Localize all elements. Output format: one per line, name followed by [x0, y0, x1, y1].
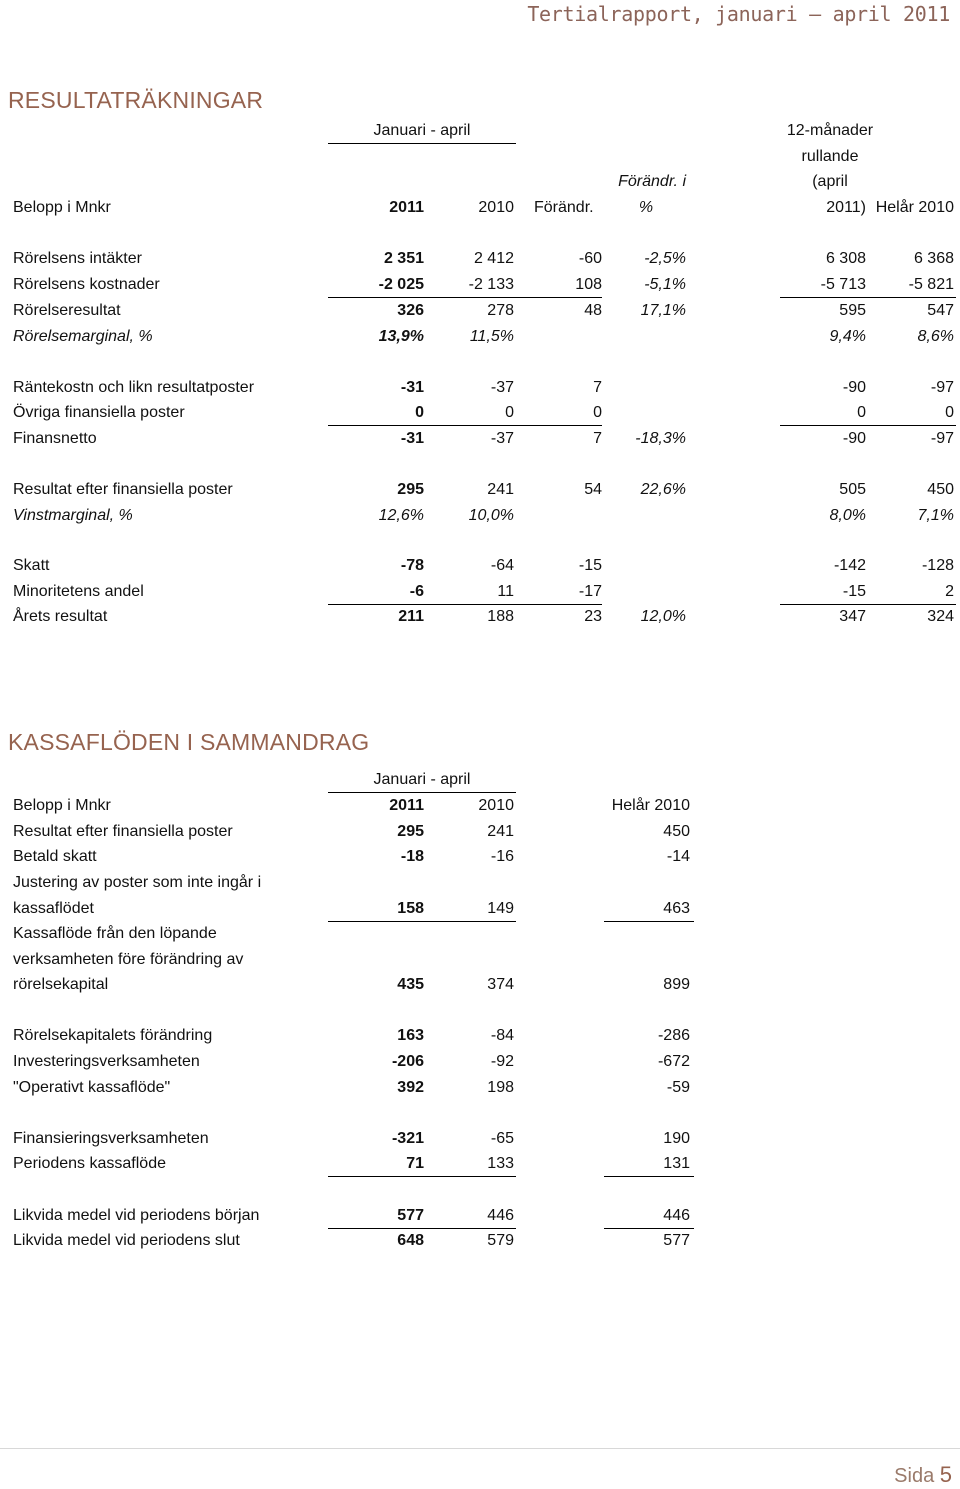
income-cell-change-pct: -5,1% [644, 276, 686, 293]
cash-cell-y2011: 158 [397, 899, 424, 917]
income-subtotal-rule [328, 425, 516, 426]
cash-row-label: Likvida medel vid periodens slut [13, 1232, 240, 1249]
income-cell-y2011: 2 351 [383, 250, 424, 267]
income-cell-change-pct: -2,5% [644, 250, 686, 267]
income-subtotal-rule [510, 297, 602, 298]
income-row-label: Resultat efter finansiella poster [13, 481, 233, 498]
income-cell-full-year: 0 [945, 404, 954, 421]
cash-row-label: kassaflödet [13, 899, 94, 917]
income-cell-change: -17 [578, 583, 602, 600]
income-header-2010: 2010 [478, 199, 514, 216]
income-row-label: Rörelsens kostnader [13, 276, 160, 293]
income-cell-y2010: -37 [490, 430, 514, 447]
cash-cell-y2011: 71 [406, 1155, 424, 1172]
cash-row-label: Likvida medel vid periodens början [13, 1207, 260, 1224]
cash-cell-full-year: 131 [663, 1155, 690, 1172]
col-12m-line-3: (april [812, 173, 848, 190]
cash-cell-y2010: 579 [487, 1232, 514, 1249]
income-subtotal-rule [510, 604, 602, 605]
income-cell-change-pct: 17,1% [640, 302, 686, 319]
income-cell-y2011: 0 [415, 404, 424, 421]
income-row-label: Minoritetens andel [13, 583, 144, 600]
income-cell-change: 7 [593, 430, 602, 447]
cash-header-2010: 2010 [478, 797, 514, 814]
income-cell-full-year: 324 [927, 608, 954, 625]
income-row-label: Skatt [13, 557, 50, 574]
cash-cell-y2011: 648 [397, 1232, 424, 1249]
income-period-header: Januari - april [373, 122, 471, 139]
cash-cell-y2010: -65 [490, 1130, 514, 1147]
cash-cell-full-year: 446 [663, 1207, 690, 1224]
report-header-title: Tertialrapport, januari – april 2011 [527, 2, 950, 26]
income-cell-r12: 595 [839, 302, 866, 319]
cash-cell-y2010: 133 [487, 1155, 514, 1172]
income-cell-y2011: 326 [397, 302, 424, 319]
income-cell-change: 108 [575, 276, 602, 293]
income-row-label: Övriga finansiella poster [13, 404, 185, 421]
col-12m-line-4: 2011) [826, 199, 866, 216]
cash-header-2011: 2011 [389, 797, 424, 814]
cash-row-label: "Operativt kassaflöde" [13, 1079, 171, 1096]
cash-cell-full-year: -59 [666, 1079, 690, 1096]
income-cell-y2010: 0 [505, 404, 514, 421]
cash-cell-y2011: 435 [397, 976, 424, 994]
income-cell-r12: 0 [857, 404, 866, 421]
income-cell-full-year: -5 821 [908, 276, 954, 293]
cash-cell-y2010: 374 [487, 976, 514, 994]
income-cell-y2011: 12,6% [378, 507, 424, 524]
cash-cell-y2011: 295 [397, 823, 424, 840]
income-cell-y2010: -37 [490, 379, 514, 396]
income-cell-change: 7 [593, 379, 602, 396]
cash-cell-full-year: 577 [663, 1232, 690, 1249]
income-cell-change-pct: 22,6% [640, 481, 686, 498]
income-cell-r12: 9,4% [829, 328, 866, 345]
income-cell-change: -15 [578, 557, 602, 574]
income-row-label: Räntekostn och likn resultatposter [13, 379, 255, 396]
income-cell-full-year: 547 [927, 302, 954, 319]
cash-cell-full-year: 463 [663, 899, 690, 917]
cash-row-label: Finansieringsverksamheten [13, 1130, 209, 1147]
income-cell-y2010: 278 [487, 302, 514, 319]
cash-cell-y2010: -16 [490, 848, 514, 865]
income-cell-r12: 505 [839, 481, 866, 498]
cash-header-full-year: Helår 2010 [611, 797, 690, 814]
income-cell-r12: 347 [839, 608, 866, 625]
income-cell-y2010: 11 [497, 583, 514, 600]
income-subtotal-rule [328, 604, 516, 605]
cash-row-label: Rörelsekapitalets förändring [13, 1027, 213, 1044]
income-cell-r12: 8,0% [829, 507, 866, 524]
income-cell-y2011: -2 025 [378, 276, 424, 293]
income-header-change: Förändr. [534, 199, 594, 216]
income-cell-full-year: -97 [930, 379, 954, 396]
income-row-label: Vinstmarginal, % [13, 507, 133, 524]
cash-cell-y2010: -92 [490, 1053, 514, 1070]
income-cell-r12: -90 [842, 379, 866, 396]
cash-period-underline [328, 792, 516, 793]
income-subtotal-rule [780, 297, 956, 298]
income-cell-change: 48 [584, 302, 602, 319]
income-cell-full-year: 6 368 [913, 250, 954, 267]
cash-cell-y2011: -206 [391, 1053, 424, 1070]
income-cell-y2010: -64 [490, 557, 514, 574]
income-row-label: Årets resultat [13, 608, 108, 625]
col-12m-line-2: rullande [801, 148, 859, 165]
cash-row-label: Periodens kassaflöde [13, 1155, 166, 1172]
income-cell-change: 23 [584, 608, 602, 625]
col-change-pct-line-2: % [638, 199, 654, 216]
income-cell-full-year: -128 [921, 557, 954, 574]
income-cell-r12: -142 [833, 557, 866, 574]
income-row-label: Rörelseresultat [13, 302, 121, 319]
income-cell-y2010: 241 [487, 481, 514, 498]
cash-cell-y2010: 198 [487, 1079, 514, 1096]
income-subtotal-rule [510, 425, 602, 426]
page-number: 5 [939, 1462, 952, 1487]
income-cell-change-pct: -18,3% [635, 430, 686, 447]
income-cell-full-year: 8,6% [917, 328, 954, 345]
income-cell-y2010: 11,5% [469, 328, 514, 345]
cash-row-label: rörelsekapital [13, 976, 109, 994]
income-header-label: Belopp i Mnkr [13, 199, 111, 216]
cash-subtotal-rule [604, 1176, 694, 1177]
cash-cell-y2011: 392 [397, 1079, 424, 1096]
income-cell-full-year: 450 [927, 481, 954, 498]
cash-cell-full-year: 450 [663, 823, 690, 840]
income-cell-r12: 6 308 [825, 250, 866, 267]
cash-subtotal-rule [328, 1176, 516, 1177]
income-cell-y2011: 13,9% [378, 328, 424, 345]
cash-cell-y2011: -321 [391, 1130, 424, 1147]
income-row-label: Rörelsens intäkter [13, 250, 142, 267]
cash-subtotal-rule [328, 921, 516, 922]
cash-subtotal-rule [604, 1228, 694, 1229]
cash-subtotal-rule [604, 921, 694, 922]
income-header-2011: 2011 [389, 199, 424, 216]
income-subtotal-rule [780, 604, 956, 605]
footer-rule [0, 1448, 960, 1449]
cash-subtotal-rule [328, 1228, 516, 1229]
income-cell-full-year: -97 [930, 430, 954, 447]
income-cell-change: 0 [593, 404, 602, 421]
income-subtotal-rule [328, 297, 516, 298]
cash-row-label: Kassaflöde från den löpande [13, 925, 217, 942]
income-statement-title: RESULTATRÄKNINGAR [8, 87, 264, 113]
cash-row-label: Betald skatt [13, 848, 97, 865]
income-period-underline [328, 143, 516, 144]
page-footer [894, 1462, 952, 1488]
cash-header-label: Belopp i Mnkr [13, 797, 111, 814]
col-change-pct-line-1: Förändr. i [618, 173, 686, 190]
col-12m-line-1: 12-månader [786, 122, 874, 139]
income-cell-y2011: -31 [400, 379, 424, 396]
cash-cell-full-year: 190 [663, 1130, 690, 1147]
cash-cell-y2011: -18 [400, 848, 424, 865]
income-header-full-year: Helår 2010 [875, 199, 954, 216]
income-cell-r12: -5 713 [820, 276, 866, 293]
cash-cell-full-year: 899 [663, 976, 690, 994]
cash-cell-full-year: -14 [666, 848, 690, 865]
cash-cell-full-year: -672 [657, 1053, 690, 1070]
cash-row-label: Investeringsverksamheten [13, 1053, 200, 1070]
cash-cell-y2011: 163 [397, 1027, 424, 1044]
income-cell-change: 54 [584, 481, 602, 498]
cash-cell-y2010: -84 [490, 1027, 514, 1044]
income-cell-y2010: 188 [487, 608, 514, 625]
income-row-label: Finansnetto [13, 430, 97, 447]
page-label: Sida [894, 1465, 935, 1487]
cash-cell-full-year: -286 [657, 1027, 690, 1044]
income-cell-y2011: -31 [400, 430, 424, 447]
cash-row-label: verksamheten före förändring av [13, 950, 244, 968]
income-cell-y2011: -6 [409, 583, 424, 600]
income-cell-y2010: -2 133 [468, 276, 514, 293]
income-cell-y2011: -78 [400, 557, 424, 574]
cash-period-header: Januari - april [373, 771, 471, 788]
income-cell-y2011: 295 [397, 481, 424, 498]
income-cell-y2010: 10,0% [468, 507, 514, 524]
cash-cell-y2011: 577 [397, 1207, 424, 1224]
cash-flow-title: KASSAFLÖDEN I SAMMANDRAG [8, 729, 370, 755]
income-cell-change-pct: 12,0% [640, 608, 686, 625]
cash-cell-y2010: 241 [487, 823, 514, 840]
income-cell-r12: -15 [842, 583, 866, 600]
income-cell-r12: -90 [842, 430, 866, 447]
cash-cell-y2010: 446 [487, 1207, 514, 1224]
income-subtotal-rule [780, 425, 956, 426]
cash-row-label: Justering av poster som inte ingår i [13, 874, 262, 891]
income-cell-full-year: 7,1% [917, 507, 954, 524]
income-cell-full-year: 2 [945, 583, 954, 600]
income-cell-y2011: 211 [398, 608, 424, 625]
income-cell-y2010: 2 412 [473, 250, 514, 267]
cash-row-label: Resultat efter finansiella poster [13, 823, 233, 840]
income-row-label: Rörelsemarginal, % [13, 328, 153, 345]
cash-cell-y2010: 149 [487, 899, 514, 917]
income-cell-change: -60 [578, 250, 602, 267]
